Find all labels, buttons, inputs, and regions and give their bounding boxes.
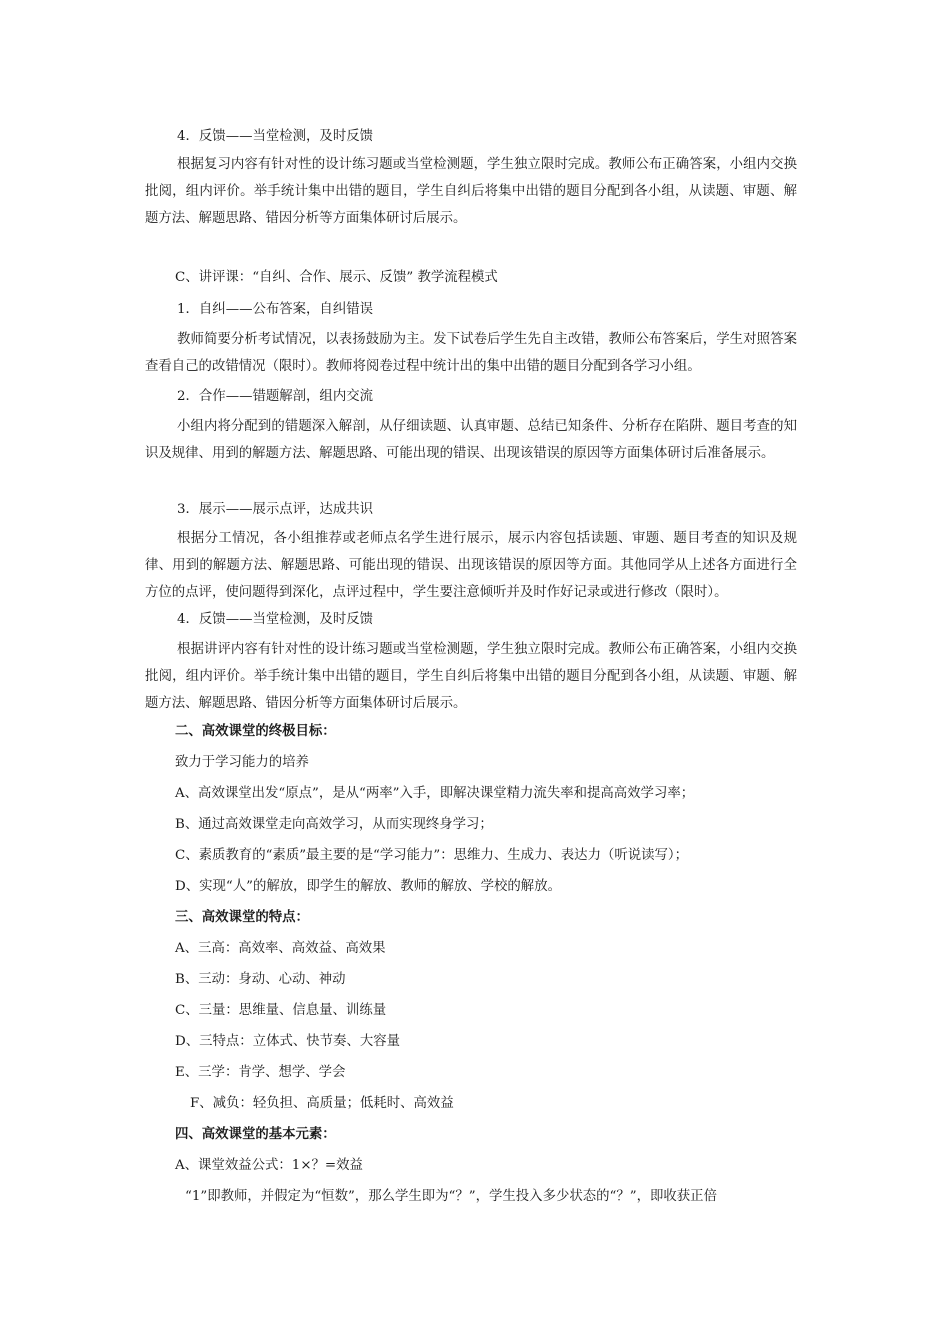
section-3-item-b: B、三动：身动、心动、神动 xyxy=(175,972,346,987)
section-3-heading: 三、高效课堂的特点： xyxy=(175,909,309,925)
section-c-item2-title: 2．合作——错题解剖，组内交流 xyxy=(177,389,373,404)
section-b-item4-body: 根据复习内容有针对性的设计练习题或当堂检测题，学生独立限时完成。教师公布正确答案，小组内交换批阅，组内评价。举手统计集中出错的题目，学生自纠后将集中出错的题目分配到各小组，从读题、审题、解题方法、解题思路、错因分析等方面集体研讨后展示。 xyxy=(145,157,797,226)
section-2-item-c: C、素质教育的“素质”最主要的是“学习能力”：思维力、生成力、表达力（听说读写）； xyxy=(175,848,688,863)
section-4-heading: 四、高效课堂的基本元素： xyxy=(175,1126,336,1142)
section-2-intro: 致力于学习能力的培养 xyxy=(175,755,309,770)
section-2-heading: 二、高效课堂的终极目标： xyxy=(175,723,336,739)
section-b-item4-title: 4．反馈——当堂检测，及时反馈 xyxy=(177,129,373,144)
section-c-item3-title: 3．展示——展示点评，达成共识 xyxy=(177,502,373,517)
section-3-item-d: D、三特点：立体式、快节奏、大容量 xyxy=(175,1034,400,1049)
section-c-item2-body: 小组内将分配到的错题深入解剖，从仔细读题、认真审题、总结已知条件、分析存在陷阱、题目考查的知识及规律、用到的解题方法、解题思路、可能出现的错误、出现该错误的原因等方面集体研讨后准备展示。 xyxy=(145,419,797,461)
section-c-item4-body: 根据讲评内容有针对性的设计练习题或当堂检测题，学生独立限时完成。教师公布正确答案，小组内交换批阅，组内评价。举手统计集中出错的题目，学生自纠后将集中出错的题目分配到各小组，从读题、审题、解题方法、解题思路、错因分析等方面集体研讨后展示。 xyxy=(145,642,797,711)
section-3-item-e: E、三学：肯学、想学、学会 xyxy=(175,1065,346,1080)
section-4-formula: A、课堂效益公式：1×？=效益 xyxy=(175,1158,363,1173)
section-2-item-d: D、实现“人”的解放，即学生的解放、教师的解放、学校的解放。 xyxy=(175,879,561,894)
section-2-item-a: A、高效课堂出发“原点”，是从“两率”入手，即解决课堂精力流失率和提高高效学习率； xyxy=(175,786,695,801)
section-c-item1-body: 教师简要分析考试情况，以表扬鼓励为主。发下试卷后学生先自主改错，教师公布答案后，学生对照答案查看自己的改错情况（限时）。教师将阅卷过程中统计出的集中出错的题目分配到各学习小组。 xyxy=(145,332,797,374)
section-2-item-b: B、通过高效课堂走向高效学习，从而实现终身学习； xyxy=(175,817,493,832)
section-3-item-f: F、减负：轻负担、高质量；低耗时、高效益 xyxy=(190,1096,454,1111)
section-c-item1-title: 1．自纠——公布答案，自纠错误 xyxy=(177,302,373,317)
section-3-item-a: A、三高：高效率、高效益、高效果 xyxy=(175,941,386,956)
section-c-item3-body: 根据分工情况，各小组推荐或老师点名学生进行展示，展示内容包括读题、审题、题目考查的知识及规律、用到的解题方法、解题思路、可能出现的错误、出现该错误的原因等方面。其他同学从上述各方面进行全方位的点评，使问题得到深化，点评过程中，学生要注意倾听并及时作好记录或进行修改（限时）。 xyxy=(145,531,797,600)
section-c-heading: C、讲评课：“自纠、合作、展示、反馈” 教学流程模式 xyxy=(175,270,498,285)
section-c-item4-title: 4．反馈——当堂检测，及时反馈 xyxy=(177,612,373,627)
section-3-item-c: C、三量：思维量、信息量、训练量 xyxy=(175,1003,387,1018)
section-4-explain: “1”即教师，并假定为“恒数”，那么学生即为“？”，学生投入多少状态的“？”，即收获正倍 xyxy=(185,1189,717,1204)
